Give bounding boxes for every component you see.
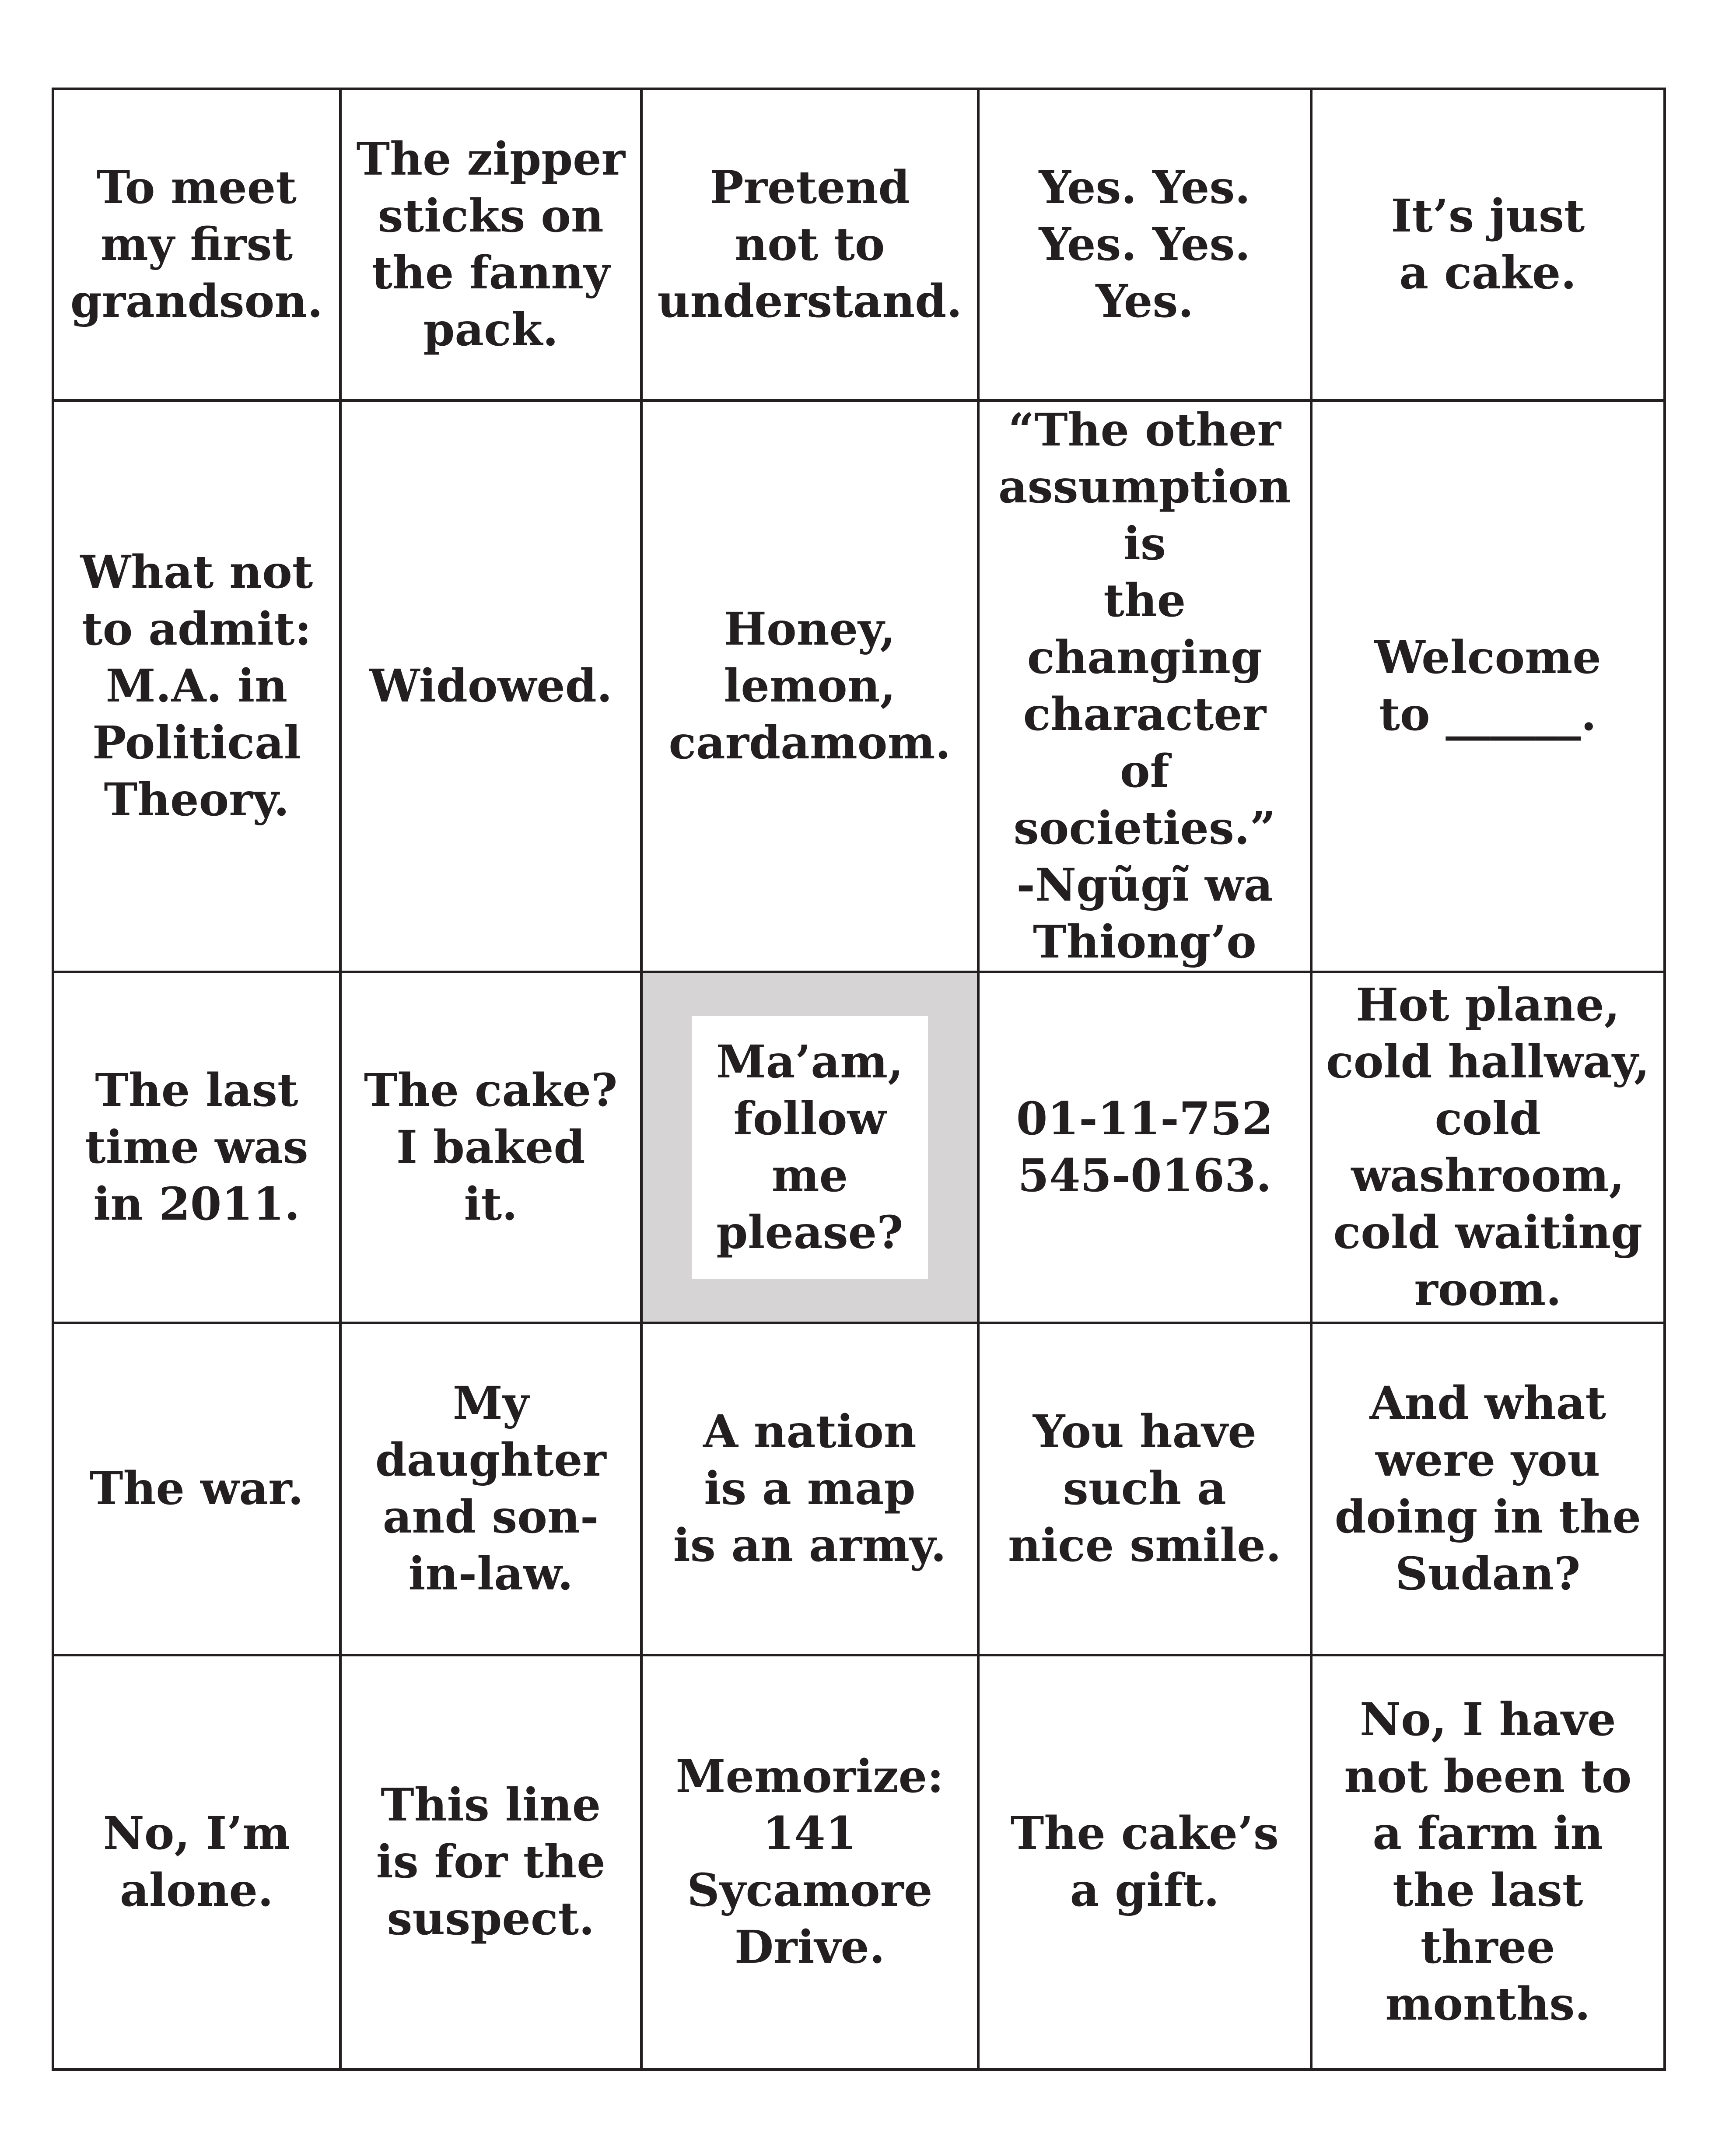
cell-text: A nation is a map is an army. (673, 1405, 947, 1572)
cell-text: My daughter and son- in-law. (375, 1377, 606, 1601)
cell-text: Yes. Yes. Yes. Yes. Yes. (1039, 161, 1251, 328)
cell-text: The last time was in 2011. (85, 1063, 308, 1231)
bingo-cell (54, 1324, 342, 1656)
bingo-cell (643, 1656, 980, 2068)
bingo-cell (54, 402, 342, 973)
bingo-cell (1312, 1656, 1663, 2068)
cell-text: Honey, lemon, cardamom. (668, 602, 951, 769)
cell-text: 01-11-752 545-0163. (1016, 1092, 1273, 1202)
bingo-cell (980, 90, 1312, 402)
bingo-cell (54, 973, 342, 1325)
bingo-cell (643, 402, 980, 973)
bingo-cell (980, 1324, 1312, 1656)
bingo-cell (643, 1324, 980, 1656)
cell-text: Memorize: 141 Sycamore Drive. (676, 1750, 944, 1974)
cell-text: The cake? I baked it. (364, 1063, 618, 1231)
cell-text: You have such a nice smile. (1008, 1405, 1281, 1572)
cell-text: It’s just a cake. (1391, 189, 1585, 299)
cell-text: This line is for the suspect. (376, 1778, 606, 1946)
cell-text: Pretend not to understand. (657, 161, 962, 328)
bingo-cell (1312, 1324, 1663, 1656)
cell-text: Welcome to ______. (1374, 631, 1601, 741)
bingo-cell (1312, 90, 1663, 402)
free-space-cell (643, 973, 980, 1325)
bingo-cell (980, 1656, 1312, 2068)
cell-text: No, I’m alone. (103, 1807, 290, 1917)
cell-text: And what were you doing in the Sudan? (1334, 1377, 1642, 1601)
cell-text: The zipper sticks on the fanny pack. (356, 132, 625, 356)
cell-text: Hot plane, cold hallway, cold washroom, cold waiting room. (1326, 978, 1650, 1316)
bingo-cell (342, 1656, 643, 2068)
cell-text: To meet my first grandson. (70, 161, 323, 328)
bingo-cell (1312, 402, 1663, 973)
bingo-cell (54, 1656, 342, 2068)
bingo-cell (980, 973, 1312, 1325)
bingo-board (52, 88, 1666, 2071)
cell-text: What not to admit: M.A. in Political Theory. (80, 545, 313, 826)
bingo-cell (54, 90, 342, 402)
cell-text: The war. (89, 1462, 304, 1515)
bingo-cell (342, 90, 643, 402)
bingo-cell (342, 973, 643, 1325)
cell-text: Widowed. (369, 659, 612, 712)
bingo-cell (342, 1324, 643, 1656)
free-space-frame (692, 1016, 928, 1279)
cell-text: The cake’s a gift. (1010, 1807, 1279, 1917)
cell-text: “The other assumption is the changing character of societies.” -Ngũgĩ wa Thiong’o (998, 403, 1291, 968)
bingo-cell (643, 90, 980, 402)
bingo-cell (1312, 973, 1663, 1325)
cell-text: No, I have not been to a farm in the last three months. (1344, 1693, 1632, 2031)
bingo-cell (980, 402, 1312, 973)
cell-text: Ma’am, follow me please? (716, 1035, 903, 1259)
bingo-cell (342, 402, 643, 973)
